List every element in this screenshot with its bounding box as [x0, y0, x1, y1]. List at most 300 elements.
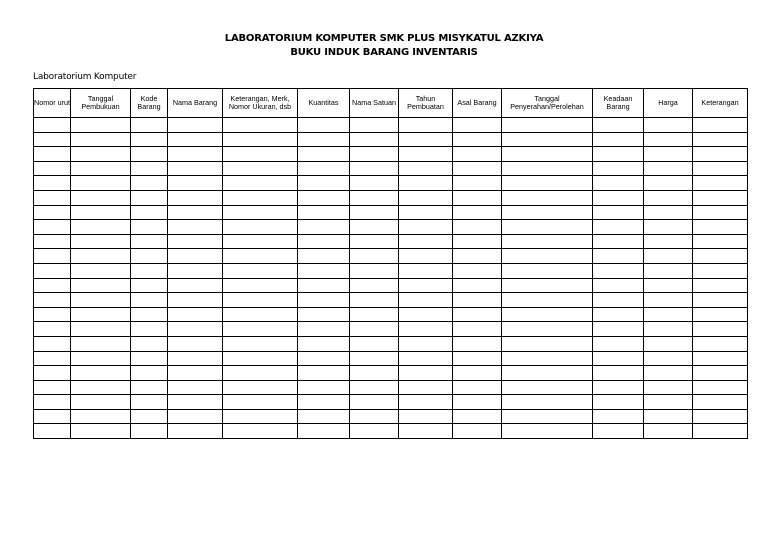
table-cell	[71, 176, 131, 191]
table-cell	[502, 249, 593, 264]
table-cell	[593, 220, 644, 235]
table-cell	[223, 293, 298, 308]
table-cell	[399, 176, 453, 191]
table-cell	[298, 263, 350, 278]
table-cell	[298, 395, 350, 410]
column-header: Tanggal Penyerahan/Perolehan	[502, 89, 593, 118]
column-header: Tahun Pembuatan	[399, 89, 453, 118]
table-cell	[644, 263, 693, 278]
table-cell	[223, 322, 298, 337]
table-cell	[223, 249, 298, 264]
table-cell	[593, 336, 644, 351]
table-cell	[693, 322, 748, 337]
table-cell	[453, 380, 502, 395]
table-cell	[502, 147, 593, 162]
table-cell	[71, 132, 131, 147]
table-cell	[593, 205, 644, 220]
table-cell	[644, 293, 693, 308]
table-cell	[34, 190, 71, 205]
table-cell	[71, 220, 131, 235]
table-cell	[502, 263, 593, 278]
table-cell	[350, 220, 399, 235]
table-cell	[131, 132, 168, 147]
table-cell	[223, 147, 298, 162]
table-cell	[350, 234, 399, 249]
table-cell	[223, 395, 298, 410]
table-cell	[131, 147, 168, 162]
table-row	[34, 132, 748, 147]
table-cell	[298, 293, 350, 308]
table-cell	[693, 234, 748, 249]
table-cell	[223, 307, 298, 322]
table-cell	[168, 118, 223, 133]
table-cell	[350, 205, 399, 220]
table-row	[34, 161, 748, 176]
table-cell	[168, 395, 223, 410]
document-subtitle: BUKU INDUK BARANG INVENTARIS	[290, 47, 478, 58]
table-cell	[593, 132, 644, 147]
table-cell	[223, 234, 298, 249]
table-row	[34, 234, 748, 249]
column-header: Nama Satuan	[350, 89, 399, 118]
table-cell	[34, 395, 71, 410]
table-cell	[593, 176, 644, 191]
table-cell	[34, 132, 71, 147]
table-cell	[644, 220, 693, 235]
table-cell	[693, 205, 748, 220]
table-cell	[693, 161, 748, 176]
table-cell	[644, 424, 693, 439]
column-header: Nomor urut	[34, 89, 71, 118]
table-cell	[399, 409, 453, 424]
table-cell	[644, 161, 693, 176]
table-cell	[502, 176, 593, 191]
table-cell	[298, 249, 350, 264]
table-cell	[693, 147, 748, 162]
table-cell	[34, 366, 71, 381]
table-cell	[223, 424, 298, 439]
table-cell	[644, 395, 693, 410]
table-cell	[593, 424, 644, 439]
table-cell	[131, 118, 168, 133]
table-cell	[593, 147, 644, 162]
table-cell	[131, 263, 168, 278]
table-cell	[131, 205, 168, 220]
table-cell	[399, 307, 453, 322]
column-header: Keterangan, Merk, Nomor Ukuran, dsb	[223, 89, 298, 118]
table-cell	[453, 190, 502, 205]
table-cell	[298, 366, 350, 381]
table-cell	[399, 263, 453, 278]
table-cell	[223, 220, 298, 235]
table-cell	[453, 307, 502, 322]
table-cell	[453, 322, 502, 337]
table-cell	[71, 336, 131, 351]
table-cell	[168, 307, 223, 322]
table-cell	[34, 118, 71, 133]
table-cell	[693, 307, 748, 322]
table-cell	[34, 234, 71, 249]
table-cell	[693, 118, 748, 133]
table-row	[34, 263, 748, 278]
table-row	[34, 322, 748, 337]
table-cell	[693, 190, 748, 205]
table-cell	[593, 307, 644, 322]
document-title: LABORATORIUM KOMPUTER SMK PLUS MISYKATUL AZKIYA	[224, 33, 544, 44]
table-cell	[502, 336, 593, 351]
table-cell	[298, 307, 350, 322]
table-cell	[34, 278, 71, 293]
table-cell	[350, 409, 399, 424]
table-cell	[131, 161, 168, 176]
table-cell	[350, 366, 399, 381]
table-cell	[693, 380, 748, 395]
table-cell	[593, 190, 644, 205]
table-cell	[168, 293, 223, 308]
table-cell	[399, 366, 453, 381]
table-cell	[593, 249, 644, 264]
table-cell	[34, 409, 71, 424]
table-cell	[34, 293, 71, 308]
table-cell	[693, 351, 748, 366]
table-cell	[71, 293, 131, 308]
table-cell	[71, 409, 131, 424]
table-cell	[34, 336, 71, 351]
table-cell	[71, 395, 131, 410]
table-cell	[350, 395, 399, 410]
table-cell	[223, 336, 298, 351]
table-cell	[399, 424, 453, 439]
table-cell	[502, 424, 593, 439]
table-cell	[34, 161, 71, 176]
table-cell	[453, 161, 502, 176]
table-cell	[168, 424, 223, 439]
table-cell	[71, 424, 131, 439]
table-cell	[168, 147, 223, 162]
column-header: Asal Barang	[453, 89, 502, 118]
table-cell	[298, 424, 350, 439]
table-cell	[453, 147, 502, 162]
table-header-row	[34, 89, 748, 118]
table-cell	[399, 132, 453, 147]
table-cell	[350, 293, 399, 308]
table-cell	[223, 409, 298, 424]
table-cell	[223, 176, 298, 191]
table-cell	[34, 176, 71, 191]
table-cell	[502, 293, 593, 308]
table-row	[34, 409, 748, 424]
table-cell	[223, 205, 298, 220]
table-cell	[502, 220, 593, 235]
table-cell	[34, 424, 71, 439]
table-cell	[693, 278, 748, 293]
table-cell	[453, 336, 502, 351]
table-cell	[453, 118, 502, 133]
table-row	[34, 395, 748, 410]
table-cell	[453, 409, 502, 424]
table-cell	[453, 366, 502, 381]
table-cell	[71, 307, 131, 322]
table-cell	[168, 205, 223, 220]
table-cell	[298, 205, 350, 220]
table-cell	[71, 278, 131, 293]
table-cell	[593, 395, 644, 410]
table-cell	[593, 161, 644, 176]
table-cell	[298, 351, 350, 366]
table-cell	[131, 220, 168, 235]
table-cell	[453, 351, 502, 366]
table-cell	[453, 176, 502, 191]
table-cell	[502, 205, 593, 220]
table-cell	[298, 190, 350, 205]
table-cell	[693, 424, 748, 439]
table-cell	[644, 249, 693, 264]
table-cell	[644, 366, 693, 381]
table-cell	[593, 118, 644, 133]
table-cell	[71, 234, 131, 249]
table-row	[34, 220, 748, 235]
table-row	[34, 380, 748, 395]
table-cell	[223, 278, 298, 293]
table-cell	[131, 366, 168, 381]
table-cell	[71, 322, 131, 337]
table-cell	[644, 278, 693, 293]
table-cell	[350, 322, 399, 337]
column-header: Tanggal Pembukuan	[71, 89, 131, 118]
table-cell	[399, 234, 453, 249]
table-cell	[168, 278, 223, 293]
table-cell	[502, 161, 593, 176]
table-cell	[399, 205, 453, 220]
table-cell	[644, 351, 693, 366]
table-row	[34, 205, 748, 220]
table-cell	[399, 118, 453, 133]
table-cell	[131, 176, 168, 191]
table-cell	[298, 322, 350, 337]
column-header: Keterangan	[693, 89, 748, 118]
table-cell	[71, 161, 131, 176]
table-cell	[502, 132, 593, 147]
table-cell	[223, 380, 298, 395]
table-cell	[644, 132, 693, 147]
table-cell	[223, 118, 298, 133]
table-cell	[502, 395, 593, 410]
table-cell	[298, 161, 350, 176]
table-cell	[453, 234, 502, 249]
column-header: Nama Barang	[168, 89, 223, 118]
table-cell	[168, 132, 223, 147]
table-cell	[693, 336, 748, 351]
table-cell	[593, 293, 644, 308]
table-cell	[453, 424, 502, 439]
table-cell	[453, 220, 502, 235]
table-cell	[502, 380, 593, 395]
column-header: Keadaan Barang	[593, 89, 644, 118]
table-cell	[693, 220, 748, 235]
table-cell	[350, 380, 399, 395]
table-cell	[71, 366, 131, 381]
table-cell	[223, 366, 298, 381]
table-cell	[502, 278, 593, 293]
table-cell	[644, 307, 693, 322]
table-cell	[453, 293, 502, 308]
table-cell	[223, 161, 298, 176]
table-row	[34, 190, 748, 205]
table-cell	[399, 293, 453, 308]
table-cell	[168, 190, 223, 205]
table-cell	[644, 380, 693, 395]
table-cell	[131, 307, 168, 322]
table-cell	[71, 205, 131, 220]
table-cell	[644, 205, 693, 220]
table-cell	[693, 249, 748, 264]
table-cell	[34, 263, 71, 278]
table-row	[34, 249, 748, 264]
table-cell	[399, 220, 453, 235]
table-cell	[350, 161, 399, 176]
table-cell	[644, 409, 693, 424]
table-cell	[71, 118, 131, 133]
table-cell	[350, 147, 399, 162]
table-row	[34, 118, 748, 133]
table-cell	[593, 366, 644, 381]
table-cell	[593, 263, 644, 278]
table-cell	[131, 424, 168, 439]
table-cell	[168, 176, 223, 191]
table-body	[34, 118, 748, 439]
table-cell	[34, 205, 71, 220]
table-cell	[71, 190, 131, 205]
table-row	[34, 366, 748, 381]
table-cell	[399, 249, 453, 264]
table-cell	[693, 395, 748, 410]
table-cell	[350, 176, 399, 191]
table-cell	[593, 322, 644, 337]
table-cell	[593, 234, 644, 249]
table-cell	[350, 336, 399, 351]
table-cell	[453, 263, 502, 278]
table-cell	[350, 424, 399, 439]
inventory-table	[33, 88, 748, 439]
table-cell	[350, 118, 399, 133]
table-row	[34, 424, 748, 439]
table-cell	[399, 147, 453, 162]
table-cell	[399, 351, 453, 366]
table-cell	[350, 263, 399, 278]
table-cell	[399, 190, 453, 205]
table-cell	[223, 132, 298, 147]
table-cell	[350, 278, 399, 293]
table-cell	[298, 409, 350, 424]
table-cell	[399, 380, 453, 395]
table-cell	[34, 351, 71, 366]
table-cell	[693, 409, 748, 424]
table-cell	[168, 249, 223, 264]
table-cell	[502, 366, 593, 381]
table-row	[34, 351, 748, 366]
table-cell	[693, 293, 748, 308]
table-cell	[168, 336, 223, 351]
table-cell	[168, 234, 223, 249]
table-cell	[168, 366, 223, 381]
table-cell	[502, 322, 593, 337]
table-cell	[502, 118, 593, 133]
table-cell	[399, 336, 453, 351]
table-cell	[71, 263, 131, 278]
table-cell	[644, 147, 693, 162]
table-cell	[34, 220, 71, 235]
table-cell	[453, 132, 502, 147]
table-cell	[693, 366, 748, 381]
table-cell	[131, 336, 168, 351]
table-cell	[298, 234, 350, 249]
table-row	[34, 336, 748, 351]
column-header: Kuantitas	[298, 89, 350, 118]
table-cell	[644, 234, 693, 249]
table-cell	[223, 190, 298, 205]
table-cell	[644, 322, 693, 337]
table-cell	[693, 176, 748, 191]
table-cell	[34, 380, 71, 395]
table-cell	[350, 249, 399, 264]
table-cell	[502, 409, 593, 424]
table-cell	[644, 190, 693, 205]
table-cell	[453, 249, 502, 264]
table-cell	[168, 351, 223, 366]
table-cell	[399, 278, 453, 293]
table-cell	[34, 147, 71, 162]
table-cell	[131, 278, 168, 293]
table-cell	[71, 147, 131, 162]
table-row	[34, 307, 748, 322]
table-cell	[168, 161, 223, 176]
table-cell	[453, 395, 502, 410]
column-header: Kode Barang	[131, 89, 168, 118]
table-cell	[131, 380, 168, 395]
table-cell	[593, 351, 644, 366]
table-cell	[502, 190, 593, 205]
table-cell	[223, 351, 298, 366]
table-cell	[131, 322, 168, 337]
table-cell	[223, 263, 298, 278]
table-row	[34, 293, 748, 308]
table-row	[34, 278, 748, 293]
table-cell	[298, 278, 350, 293]
table-cell	[502, 351, 593, 366]
table-cell	[644, 118, 693, 133]
table-cell	[502, 234, 593, 249]
table-cell	[168, 322, 223, 337]
table-cell	[168, 380, 223, 395]
table-cell	[644, 336, 693, 351]
table-cell	[350, 190, 399, 205]
table-cell	[350, 307, 399, 322]
table-cell	[693, 132, 748, 147]
table-cell	[131, 190, 168, 205]
table-cell	[34, 307, 71, 322]
table-cell	[34, 322, 71, 337]
table-cell	[350, 351, 399, 366]
table-row	[34, 147, 748, 162]
table-cell	[131, 395, 168, 410]
table-cell	[298, 336, 350, 351]
table-cell	[399, 395, 453, 410]
table-cell	[350, 132, 399, 147]
table-cell	[131, 409, 168, 424]
table-cell	[71, 249, 131, 264]
table-cell	[298, 380, 350, 395]
table-cell	[298, 176, 350, 191]
